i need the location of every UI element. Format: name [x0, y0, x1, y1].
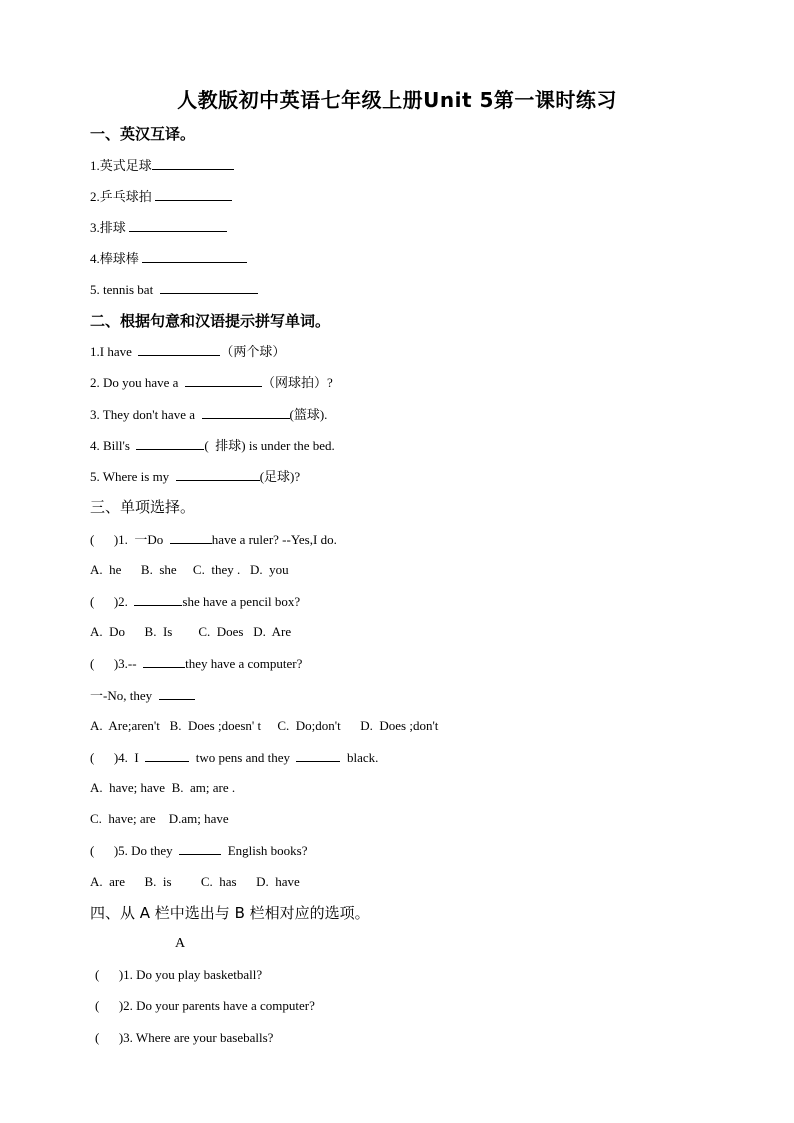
s4-item-1: ( )1. Do you play basketball?	[95, 967, 263, 982]
s3-q5-post: English books?	[221, 843, 308, 858]
s2-item-5-hint: (足球)?	[259, 469, 301, 484]
s1-item-5	[90, 281, 258, 298]
s1-item-3	[90, 219, 227, 236]
s3-q2-post: she have a pencil box?	[182, 594, 301, 609]
answer-blank[interactable]	[160, 281, 258, 294]
s2-item-2-pre: 2. Do you have a	[90, 375, 185, 390]
s1-item-2	[90, 188, 232, 205]
answer-blank[interactable]	[143, 655, 185, 668]
section1-heading: 一、英汉互译。	[90, 125, 196, 143]
answer-blank[interactable]	[179, 842, 221, 855]
s3-q4-post: black.	[340, 750, 379, 765]
s3-q4-options-1: A. have; have B. am; are .	[90, 780, 236, 795]
s3-q1-options: A. he B. she C. they . D. you	[90, 562, 289, 577]
s2-item-3	[90, 406, 327, 423]
s3-q5-pre: ( )5. Do they	[90, 843, 180, 858]
s3-q5-options: A. are B. is C. has D. have	[90, 874, 300, 889]
answer-blank[interactable]	[176, 468, 260, 481]
s3-q3-answer-pre: 一-No, they	[90, 688, 159, 703]
section4-heading: 四、从 A 栏中选出与 B 栏相对应的选项。	[90, 904, 370, 922]
s2-item-5-pre: 5. Where is my	[90, 469, 176, 484]
s3-question-4	[90, 749, 378, 766]
s2-item-4-hint: ( 排球) is under the bed.	[204, 438, 335, 453]
section3-heading: 三、单项选择。	[90, 498, 196, 516]
answer-blank[interactable]	[142, 250, 247, 263]
s2-item-2	[90, 374, 333, 391]
s1-item-2-text: 2.乒乓球拍	[90, 189, 156, 204]
s3-question-1	[90, 531, 337, 548]
s2-item-1-pre: 1.I have	[90, 344, 139, 359]
s1-item-4-text: 4.棒球棒	[90, 251, 143, 266]
answer-blank[interactable]	[129, 219, 227, 232]
s2-item-3-hint: (篮球).	[289, 407, 328, 422]
s2-item-4	[90, 437, 335, 454]
s2-item-2-hint: （网球拍）?	[261, 375, 333, 390]
column-a-label: A	[175, 936, 186, 951]
s3-q1-pre: ( )1. 一Do	[90, 532, 170, 547]
s2-item-5	[90, 468, 300, 485]
answer-blank[interactable]	[155, 188, 232, 201]
worksheet-title: 人教版初中英语七年级上册Unit 5第一课时练习	[177, 88, 617, 112]
s3-q3-pre: ( )3.--	[90, 656, 144, 671]
s2-item-3-pre: 3. They don't have a	[90, 407, 202, 422]
s2-item-1-hint: （两个球）	[220, 344, 286, 359]
answer-blank[interactable]	[145, 749, 189, 762]
answer-blank[interactable]	[138, 343, 220, 356]
s1-item-5-text: 5. tennis bat	[90, 282, 160, 297]
s4-item-3: ( )3. Where are your baseballs?	[95, 1030, 274, 1045]
s3-q2-pre: ( )2.	[90, 594, 135, 609]
answer-blank[interactable]	[202, 406, 290, 419]
s3-q3-options: A. Are;aren't B. Does ;doesn' t C. Do;don't D. Does ;don't	[90, 718, 439, 733]
answer-blank[interactable]	[185, 374, 262, 387]
answer-blank[interactable]	[152, 157, 234, 170]
s3-q3-post: they have a computer?	[185, 656, 303, 671]
answer-blank[interactable]	[136, 437, 204, 450]
s3-q2-options: A. Do B. Is C. Does D. Are	[90, 624, 292, 639]
s1-item-3-text: 3.排球	[90, 220, 130, 235]
section2-heading: 二、根据句意和汉语提示拼写单词。	[90, 312, 331, 330]
answer-blank[interactable]	[134, 593, 182, 606]
s4-item-2: ( )2. Do your parents have a computer?	[95, 998, 315, 1013]
s3-question-5	[90, 842, 308, 859]
s1-item-1	[90, 157, 234, 174]
s2-item-4-pre: 4. Bill's	[90, 438, 137, 453]
s3-q3-answer	[90, 687, 195, 704]
s2-item-1	[90, 343, 285, 360]
answer-blank[interactable]	[296, 749, 340, 762]
s3-q4-pre: ( )4. I	[90, 750, 146, 765]
s3-q4-options-2: C. have; are D.am; have	[90, 811, 229, 826]
answer-blank[interactable]	[170, 531, 212, 544]
s3-question-2	[90, 593, 300, 610]
s1-item-1-text: 1.英式足球	[90, 158, 152, 173]
s1-item-4	[90, 250, 247, 267]
s3-q1-post: have a ruler? --Yes,I do.	[211, 532, 337, 547]
s3-question-3	[90, 655, 302, 672]
answer-blank[interactable]	[159, 687, 195, 700]
s3-q4-mid: two pens and they	[189, 750, 297, 765]
